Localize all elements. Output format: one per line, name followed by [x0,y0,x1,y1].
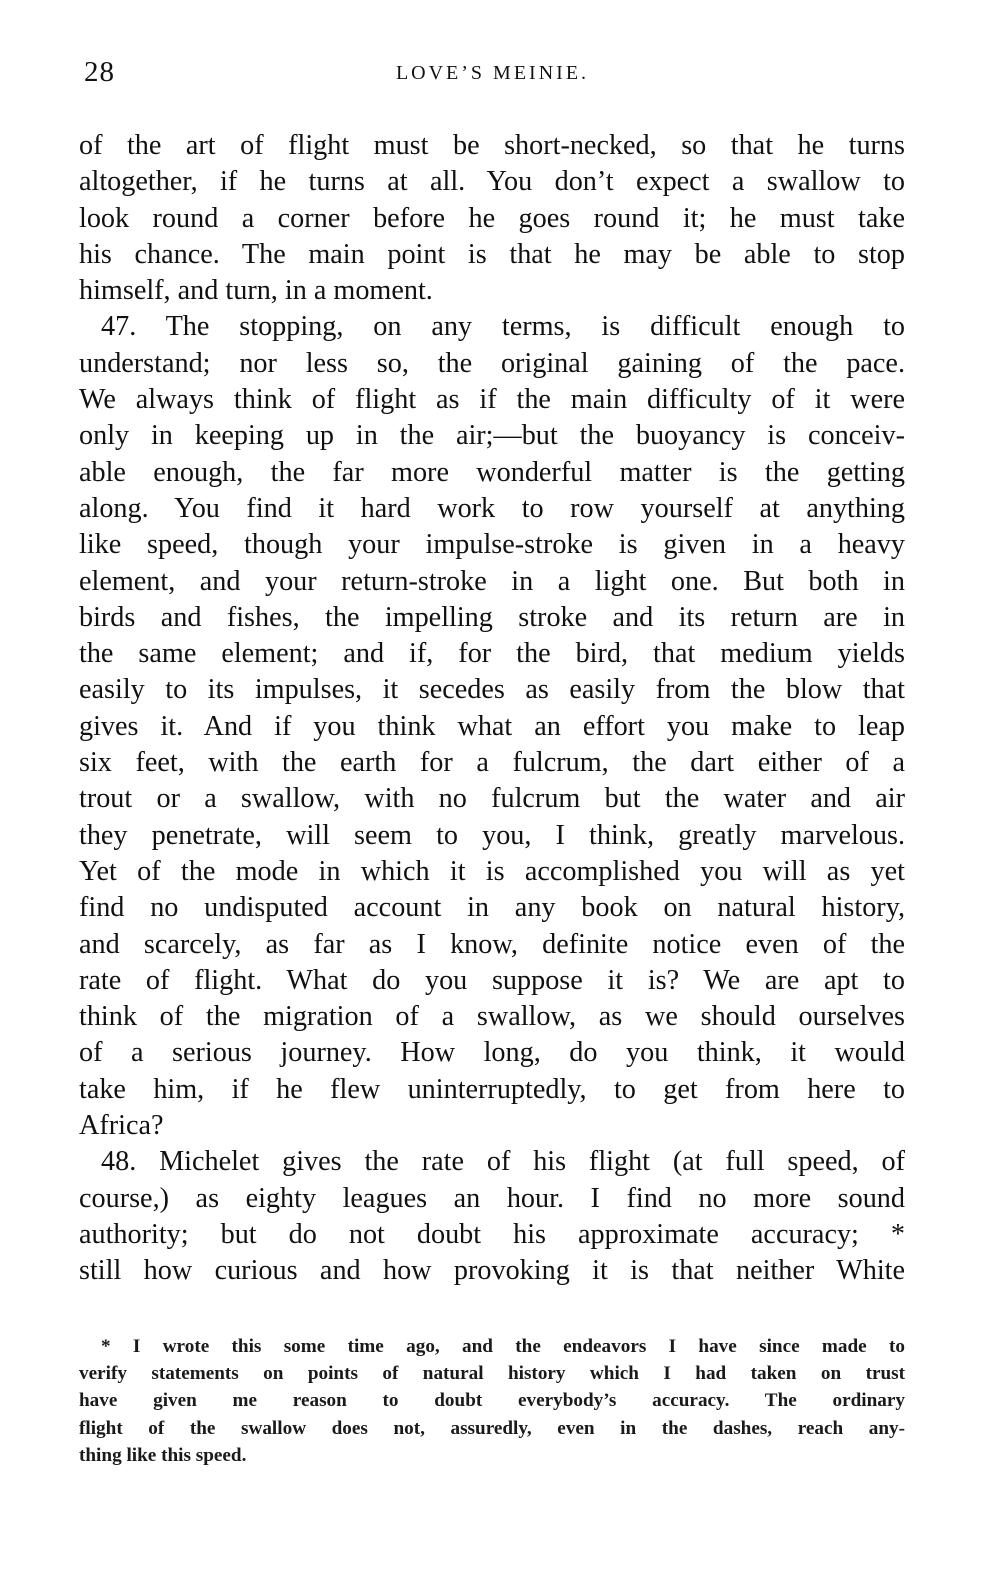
text-line: easily to its impulses, it secedes as easily from the blow that [79,674,905,706]
text-line: and scarcely, as far as I know, definite notice even of the [79,928,905,960]
page-header [80,56,905,96]
text-line: rate of flight. What do you suppose it is? We are apt to [79,964,905,996]
text-line: think of the migration of a swallow, as we should ourselves [79,1001,905,1033]
text-line: they penetrate, will seem to you, I think, greatly marvelous. [79,819,905,851]
page-number: 28 [84,56,115,88]
footnote [79,1333,905,1469]
body-text [79,128,905,1290]
running-head: LOVE’S MEINIE. [395,62,590,84]
text-line: the same element; and if, for the bird, that medium yields [79,638,905,670]
text-line: only in keeping up in the air;—but the buoyancy is conceiv- [79,420,905,452]
text-line: along. You find it hard work to row yourself at anything [79,492,905,524]
text-line: course,) as eighty leagues an hour. I find no more sound [79,1182,905,1214]
text-line: We always think of flight as if the main difficulty of it were [79,384,905,416]
text-line: trout or a swallow, with no fulcrum but the water and air [79,783,905,815]
text-line: of the art of flight must be short-necked, so that he turns [79,130,905,161]
text-line: of a serious journey. How long, do you think, it would [79,1037,905,1069]
footnote-line: thing like this speed. [79,1444,247,1466]
text-line: take him, if he flew uninterruptedly, to get from here to [79,1073,905,1105]
footnote-line: have given me reason to doubt everybody’s accuracy. The ordinary [79,1390,905,1412]
text-line: Africa? [79,1110,164,1142]
text-line: still how curious and how provoking it is that neither White [79,1255,905,1287]
text-line: himself, and turn, in a moment. [79,275,433,307]
text-line: 48. Michelet gives the rate of his flight (at full speed, of [101,1146,905,1178]
text-line: element, and your return-stroke in a light one. But both in [79,565,905,597]
text-line: like speed, though your impulse-stroke is given in a heavy [79,529,905,561]
text-line: six feet, with the earth for a fulcrum, the dart either of a [79,747,905,779]
footnote-line: verify statements on points of natural history which I had taken on trust [79,1363,905,1385]
text-line: birds and fishes, the impelling stroke and its return are in [79,601,905,633]
text-line: 47. The stopping, on any terms, is difficult enough to [101,311,905,343]
text-line: Yet of the mode in which it is accomplished you will as yet [79,855,905,887]
text-line: look round a corner before he goes round it; he must take [79,202,905,234]
text-line: authority; but do not doubt his approximate accuracy; * [79,1218,905,1250]
text-line: gives it. And if you think what an effort you make to leap [79,710,905,742]
text-line: understand; nor less so, the original gaining of the pace. [79,347,905,379]
text-line: find no undisputed account in any book on natural history, [79,892,905,924]
text-line: able enough, the far more wonderful matter is the getting [79,456,905,488]
footnote-line: flight of the swallow does not, assuredly, even in the dashes, reach any- [79,1417,905,1439]
text-line: altogether, if he turns at all. You don’t expect a swallow to [79,166,905,198]
text-line: his chance. The main point is that he may be able to stop [79,238,905,270]
footnote-line: * I wrote this some time ago, and the endeavors I have since made to [101,1336,905,1357]
